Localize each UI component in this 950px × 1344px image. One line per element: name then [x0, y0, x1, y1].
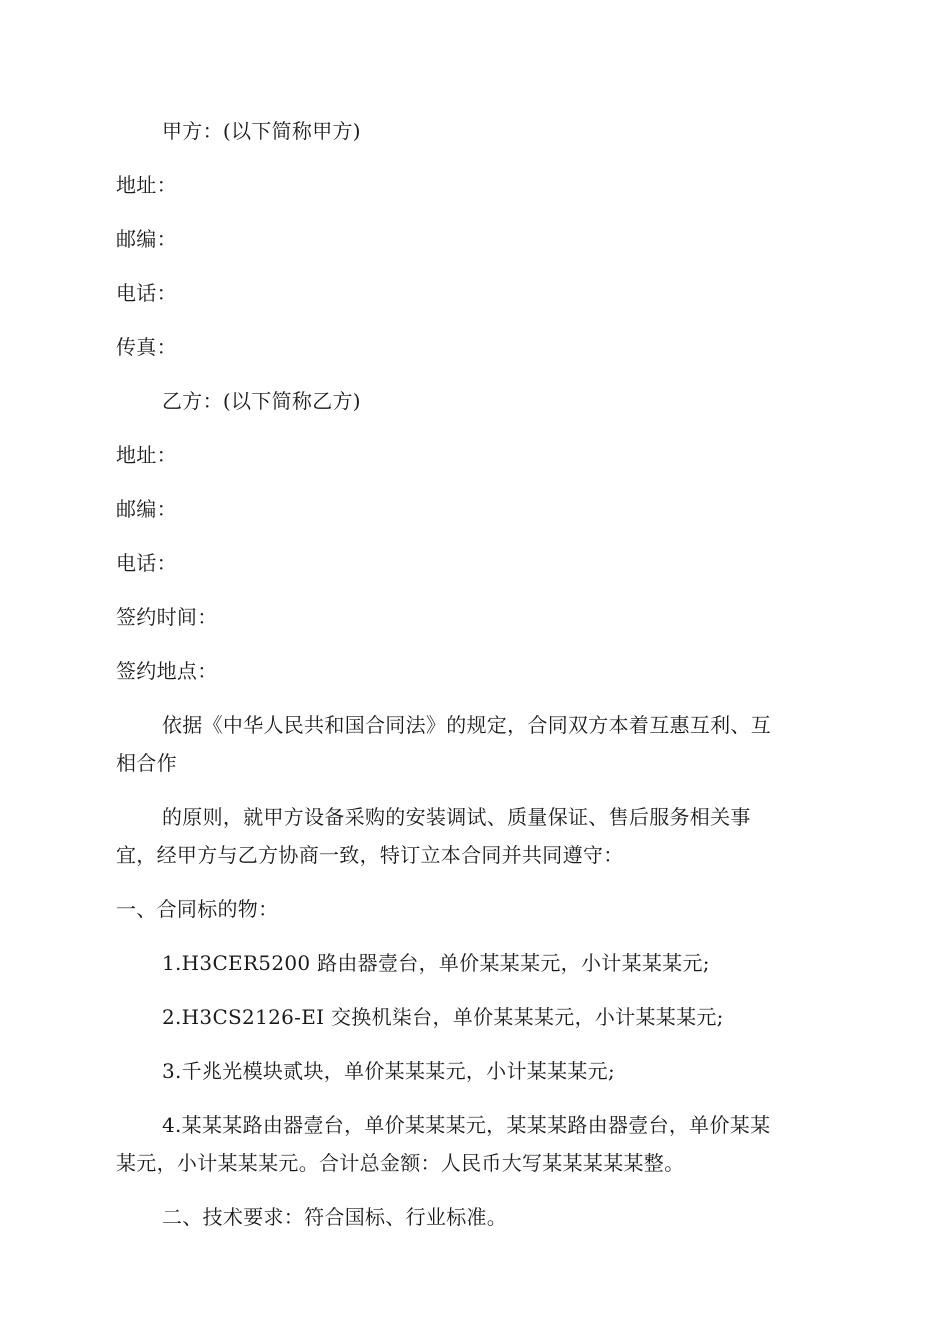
section-1-item: 1.H3CER5200 路由器壹台，单价某某某元，小计某某某元;	[162, 951, 710, 975]
sign-place: 签约地点：	[116, 659, 218, 683]
section-1-heading: 一、合同标的物：	[116, 897, 279, 921]
party-b-phone: 电话：	[116, 551, 177, 575]
party-b-address: 地址：	[116, 443, 177, 467]
preamble-line-3: 的原则，就甲方设备采购的安装调试、质量保证、售后服务相关事	[162, 805, 751, 829]
party-a-fax: 传真：	[116, 335, 177, 359]
section-1-item-continued: 某元，小计某某某元。合计总金额：人民币大写某某某某某整。	[116, 1151, 685, 1175]
section-1-item: 4.某某某路由器壹台，单价某某某元，某某某路由器壹台，单价某某	[162, 1113, 771, 1137]
preamble-line-2: 相合作	[116, 751, 177, 775]
party-a-address: 地址：	[116, 173, 177, 197]
section-2-text: 二、技术要求：符合国标、行业标准。	[162, 1205, 508, 1229]
party-a-heading: 甲方：(以下简称甲方)	[162, 119, 361, 143]
party-b-heading: 乙方：(以下简称乙方)	[162, 389, 361, 413]
section-1-item: 2.H3CS2126-EI 交换机柒台，单价某某某元，小计某某某元;	[162, 1005, 724, 1029]
sign-time: 签约时间：	[116, 605, 218, 629]
section-1-item: 3.千兆光模块贰块，单价某某某元，小计某某某元;	[162, 1059, 616, 1083]
party-b-postcode: 邮编：	[116, 497, 177, 521]
party-a-postcode: 邮编：	[116, 227, 177, 251]
party-a-phone: 电话：	[116, 281, 177, 305]
preamble-line-4: 宜，经甲方与乙方协商一致，特订立本合同并共同遵守：	[116, 843, 624, 867]
preamble-line-1: 依据《中华人民共和国合同法》的规定，合同双方本着互惠互利、互	[162, 713, 771, 737]
